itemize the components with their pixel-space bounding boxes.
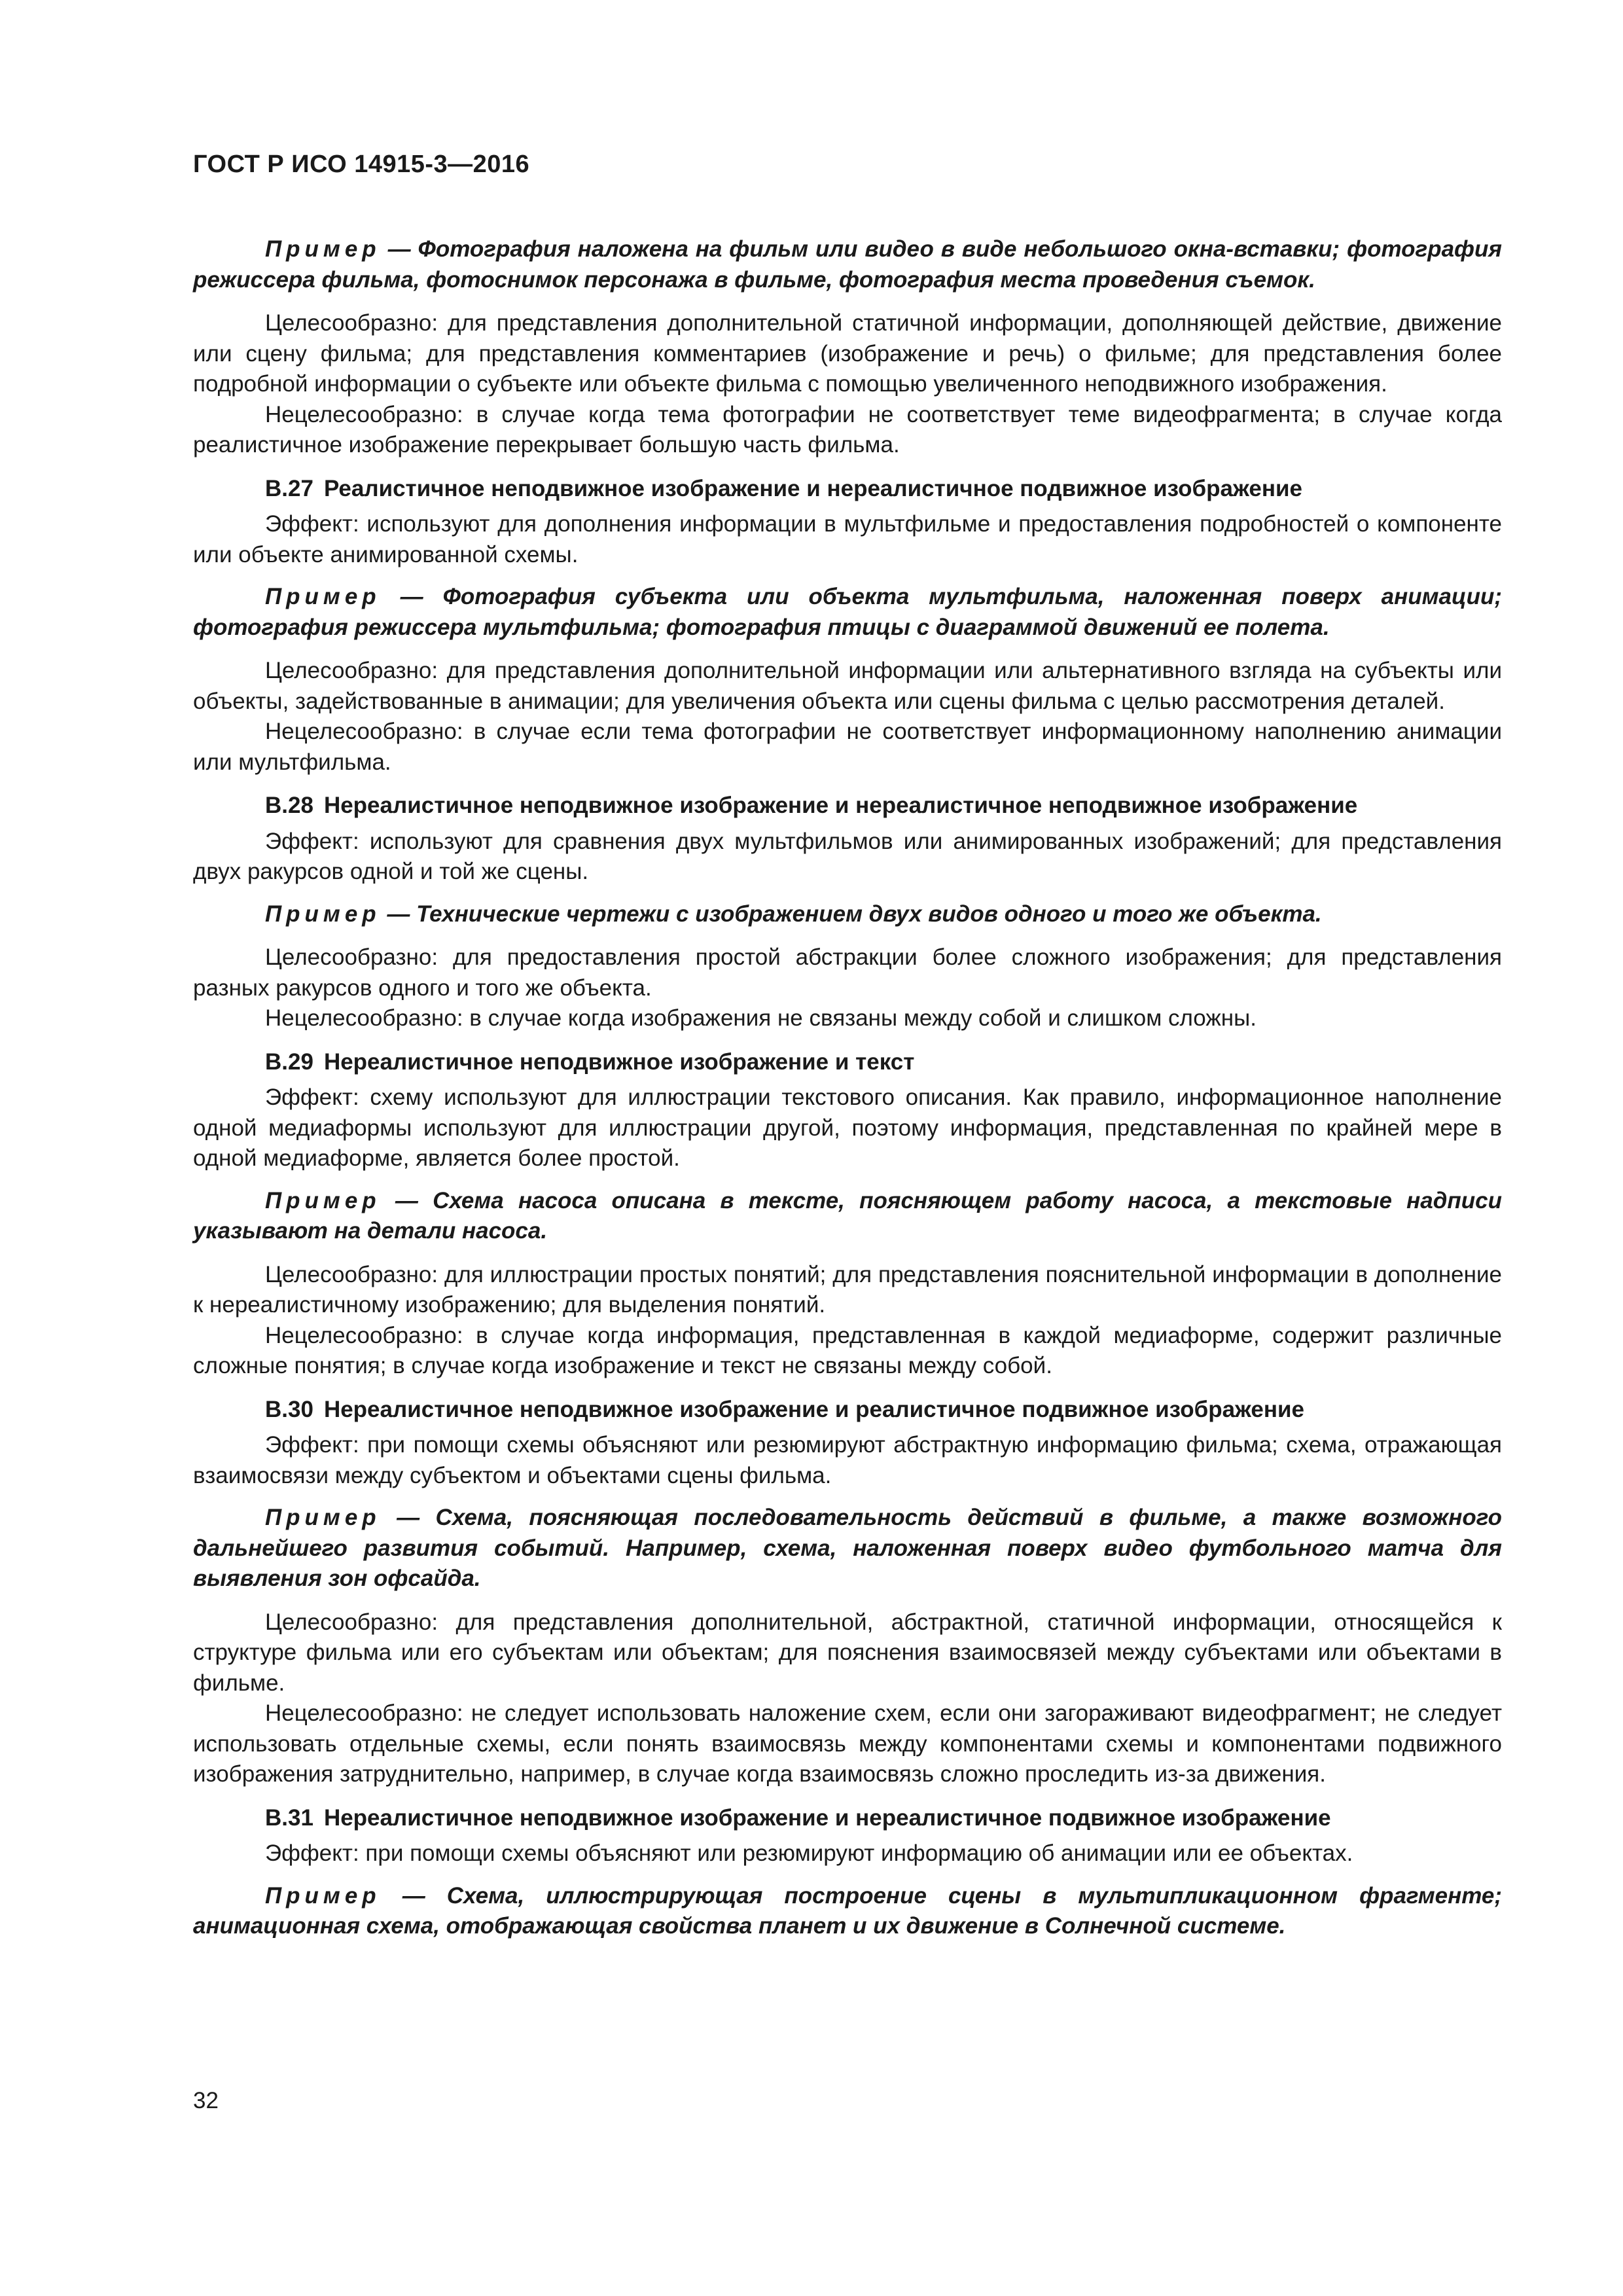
- section-number: В.31: [265, 1804, 313, 1831]
- effect-paragraph: Эффект: схему используют для иллюстрации текстового описания. Как правило, информационное наполнение одной медиаформы используют для иллюстрации другой, поэтому информация, представленная по крайней мере в одной медиаформе, является более простой.: [193, 1085, 1502, 1171]
- effect-paragraph: Эффект: используют для дополнения информации в мультфильме и предоставления подробностей о компоненте или объекте анимированной схемы.: [193, 511, 1502, 567]
- section-title: Нереалистичное неподвижное изображение и нереалистичное неподвижное изображение: [323, 793, 1358, 818]
- example-text: — Фотография субъекта или объекта мультфильма, наложенная поверх анимации; фотография режиссера мультфильма; фотография птицы с диаграммой движений ее полета.: [193, 584, 1502, 640]
- section-heading-b30: [193, 1395, 1502, 1426]
- inappropriate-paragraph: Нецелесообразно: в случае когда информация, представленная в каждой медиаформе, содержит различные сложные понятия; в случае когда изображение и текст не связаны между собой.: [193, 1322, 1502, 1378]
- section-title: Нереалистичное неподвижное изображение и нереалистичное подвижное изображение: [323, 1804, 1331, 1831]
- inappropriate-paragraph: Нецелесообразно: в случае когда тема фотографии не соответствует теме видеофрагмента; в случае когда реалистичное изображение перекрывает большую часть фильма.: [193, 401, 1502, 457]
- section-number: В.30: [265, 1396, 313, 1422]
- appropriate-paragraph: Целесообразно: для представления дополнительной, абстрактной, статичной информации, относящейся к структуре фильма или его субъектам или объектам; для пояснения взаимосвязей между субъектами или объектами в фильме.: [193, 1609, 1502, 1696]
- section-title: Нереалистичное неподвижное изображение и текст: [323, 1049, 915, 1075]
- example-label: Пример: [265, 236, 381, 262]
- section-number: В.28: [265, 793, 313, 818]
- example-text: — Технические чертежи с изображением двух видов одного и того же объекта.: [387, 901, 1322, 927]
- effect-paragraph: Эффект: используют для сравнения двух мультфильмов или анимированных изображений; для представления двух ракурсов одной и той же сцены.: [193, 828, 1502, 884]
- example-paragraph: [193, 582, 1502, 643]
- example-label: Пример: [265, 1882, 381, 1909]
- example-paragraph: [193, 899, 1502, 930]
- page-number: 32: [193, 2088, 219, 2113]
- example-paragraph: [193, 1881, 1502, 1942]
- example-text: — Схема, иллюстрирующая построение сцены в мультипликационном фрагменте; анимационная схема, отображающая свойства планет и их движение в Солнечной системе.: [193, 1882, 1502, 1939]
- example-paragraph: [193, 234, 1502, 295]
- example-label: Пример: [265, 1187, 381, 1213]
- inappropriate-paragraph: Нецелесообразно: в случае если тема фотографии не соответствует информационному наполнению анимации или мультфильма.: [193, 719, 1502, 775]
- section-heading-b31: [193, 1803, 1502, 1834]
- effect-paragraph: Эффект: при помощи схемы объясняют или резюмируют информацию об анимации или ее объектах.: [265, 1840, 1353, 1866]
- section-heading-b29: [193, 1047, 1502, 1078]
- example-paragraph: [193, 1503, 1502, 1594]
- example-text: — Схема насоса описана в тексте, поясняющем работу насоса, а текстовые надписи указывают на детали насоса.: [193, 1187, 1502, 1244]
- example-paragraph: [193, 1186, 1502, 1247]
- section-heading-b27: [193, 474, 1502, 505]
- appropriate-paragraph: Целесообразно: для предоставления простой абстракции более сложного изображения; для представления разных ракурсов одного и того же объекта.: [193, 944, 1502, 1001]
- document-header: ГОСТ Р ИСО 14915-3—2016: [193, 151, 530, 178]
- example-label: Пример: [265, 584, 381, 609]
- example-text: — Фотография наложена на фильм или видео в виде небольшого окна-вставки; фотография режиссера фильма, фотоснимок персонажа в фильме, фотография места проведения съемок.: [193, 236, 1502, 293]
- appropriate-paragraph: Целесообразно: для представления дополнительной статичной информации, дополняющей действие, движение или сцену фильма; для представления комментариев (изображение и речь) о фильме; для представления более подробной информации о субъекте или объекте фильма с помощью увеличенного неподвижного изображения.: [193, 310, 1502, 397]
- appropriate-paragraph: Целесообразно: для представления дополнительной информации или альтернативного взгляда на субъекты или объекты, задействованные в анимации; для увеличения объекта или сцены фильма с целью рассмотрения деталей.: [193, 658, 1502, 714]
- effect-paragraph: Эффект: при помощи схемы объясняют или резюмируют абстрактную информацию фильма; схема, отражающая взаимосвязи между субъектом и объектами сцены фильма.: [193, 1432, 1502, 1488]
- section-title: Нереалистичное неподвижное изображение и реалистичное подвижное изображение: [323, 1396, 1304, 1422]
- section-number: В.29: [265, 1049, 313, 1075]
- appropriate-paragraph: Целесообразно: для иллюстрации простых понятий; для представления пояснительной информации в дополнение к нереалистичному изображению; для выделения понятий.: [193, 1261, 1502, 1318]
- example-label: Пример: [265, 901, 381, 927]
- inappropriate-paragraph: Нецелесообразно: в случае когда изображения не связаны между собой и слишком сложны.: [265, 1005, 1257, 1031]
- inappropriate-paragraph: Нецелесообразно: не следует использовать наложение схем, если они загораживают видеофрагмент; не следует использовать отдельные схемы, если понять взаимосвязь между компонентами схемы и компонентами подвижного изображения затруднительно, например, в случае когда взаимосвязь сложно проследить из-за движения.: [193, 1700, 1502, 1787]
- section-heading-b28: [193, 791, 1502, 821]
- section-number: В.27: [265, 475, 313, 501]
- section-title: Реалистичное неподвижное изображение и нереалистичное подвижное изображение: [323, 475, 1302, 501]
- document-body: [193, 223, 1502, 1955]
- example-label: Пример: [265, 1505, 381, 1530]
- example-text: — Схема, поясняющая последовательность действий в фильме, а также возможного дальнейшего развития событий. Например, схема, наложенная поверх видео футбольного матча для выявления зон офсайда.: [193, 1505, 1502, 1591]
